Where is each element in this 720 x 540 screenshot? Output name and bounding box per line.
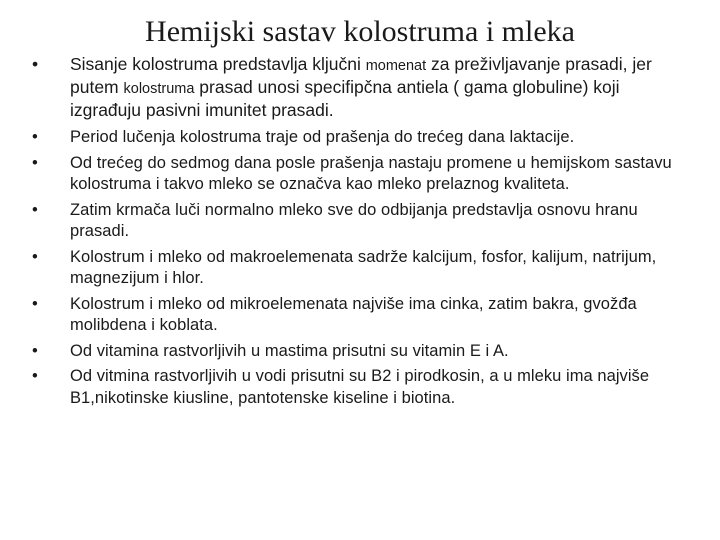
bullet-text: Od vitamina rastvorljivih u mastima prisutni su vitamin E i A.	[70, 341, 509, 360]
bullet-item-7	[32, 341, 692, 363]
bullet-text: Od vitmina rastvorljivih u vodi prisutni su B2 i pirodkosin, a u mleku ima najviše B1,nikotinske kiusline, pantotenske kiseline i biotina.	[70, 367, 650, 407]
bullet-list	[32, 54, 692, 413]
bullet-item-8	[32, 366, 692, 409]
bullet-item-1	[32, 54, 692, 121]
slide-title: Hemijski sastav kolostruma i mleka	[145, 15, 575, 48]
bullet-item-5	[32, 247, 692, 290]
bullet-item-2	[32, 127, 692, 149]
bullet-dot: •	[32, 200, 38, 219]
bullet-text: Kolostrum i mleko od makroelemenata sadrže kalcijum, fosfor, kalijum, natrijum, magnezijum i hlor.	[70, 247, 657, 287]
bullet-dot: •	[32, 153, 38, 172]
bullet-text: Kolostrum i mleko od mikroelemenata najviše ima cinka, zatim bakra, gvožđa molibdena i koblata.	[70, 294, 637, 334]
bullet-dot: •	[32, 128, 38, 146]
bullet-text-part: prasad unosi specifipčna antiela ( gama globuline) koji izgrađuju pasivni imunitet prasadi.	[70, 77, 620, 120]
bullet-dot: •	[32, 367, 38, 385]
bullet-text-small: kolostruma	[123, 81, 195, 97]
bullet-item-6	[32, 294, 692, 337]
bullet-text: Period lučenja kolostruma traje od prašenja do trećeg dana laktacije.	[70, 128, 575, 146]
bullet-dot: •	[32, 54, 39, 74]
bullet-dot: •	[32, 294, 38, 313]
bullet-text-part: za preživljavanje prasadi, jer putem	[70, 54, 652, 97]
bullet-item-4	[32, 200, 692, 243]
bullet-text: Zatim krmača luči normalno mleko sve do odbijanja predstavlja osnovu hranu prasadi.	[70, 200, 638, 240]
bullet-text-small: momenat	[365, 58, 427, 74]
bullet-dot: •	[32, 341, 38, 360]
bullet-dot: •	[32, 247, 38, 266]
bullet-item-3	[32, 153, 692, 196]
bullet-text-part: Sisanje kolostruma predstavlja ključni	[70, 54, 366, 74]
bullet-text: Od trećeg do sedmog dana posle prašenja nastaju promene u hemijskom sastavu kolostruma i takvo mleko se označva kao mleko prelaznog kvaliteta.	[70, 153, 672, 193]
